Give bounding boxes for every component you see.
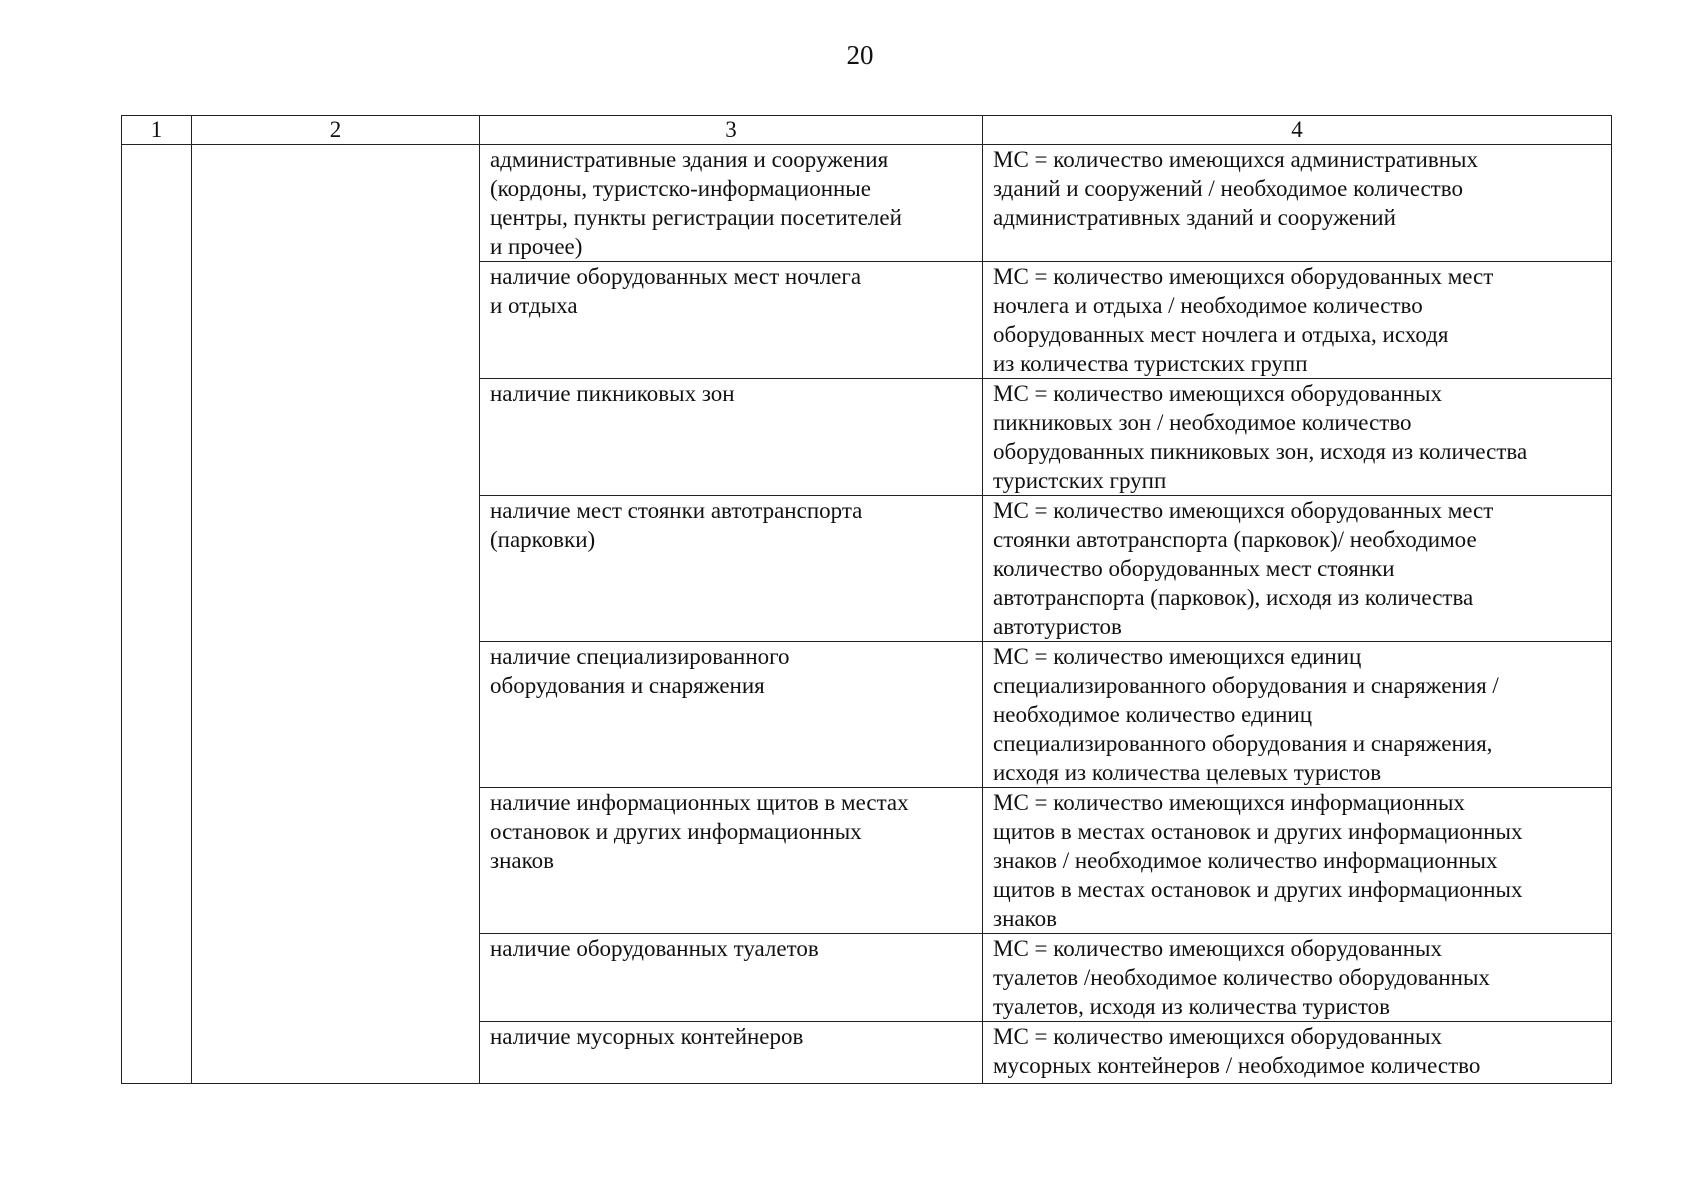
- column-header-1: 1: [122, 116, 192, 145]
- formula-cell: [983, 379, 1612, 496]
- criterion-cell: [480, 934, 983, 1022]
- column-2-merged-cell: [192, 145, 480, 1084]
- formula-text: МС = количество имеющихся оборудованных мусорных контейнеров / необходимое количество: [993, 1024, 1481, 1078]
- formula-text: МС = количество имеющихся оборудованных пикниковых зон / необходимое количество оборудованных пикниковых зон, исходя из количества туристских групп: [993, 381, 1528, 493]
- criterion-text: наличие оборудованных мест ночлега и отдыха: [490, 264, 862, 318]
- formula-cell: [983, 788, 1612, 934]
- criterion-text: наличие информационных щитов в местах остановок и других информационных знаков: [490, 790, 909, 873]
- formula-text: МС = количество имеющихся оборудованных мест ночлега и отдыха / необходимое количество оборудованных мест ночлега и отдыха, исходя из количества туристских групп: [993, 264, 1494, 376]
- formula-cell: [983, 642, 1612, 788]
- criterion-text: наличие специализированного оборудования и снаряжения: [490, 644, 790, 698]
- criteria-table: [121, 115, 1612, 1084]
- criterion-text: административные здания и сооружения (кордоны, туристско-информационные центры, пункты регистрации посетителей и прочее): [490, 147, 902, 259]
- table-row: [122, 145, 1612, 262]
- formula-text: МС = количество имеющихся оборудованных туалетов /необходимое количество оборудованных туалетов, исходя из количества туристов: [993, 936, 1490, 1019]
- formula-cell: [983, 145, 1612, 262]
- formula-cell: [983, 1022, 1612, 1084]
- column-header-2: 2: [192, 116, 480, 145]
- page-number: 20: [846, 40, 874, 70]
- criterion-text: наличие мест стоянки автотранспорта (парковки): [490, 498, 863, 552]
- column-header-3: 3: [480, 116, 983, 145]
- criterion-text: наличие пикниковых зон: [490, 381, 735, 406]
- criterion-cell: [480, 642, 983, 788]
- table-header-row: [122, 116, 1612, 145]
- criterion-cell: [480, 145, 983, 262]
- criterion-cell: [480, 1022, 983, 1084]
- formula-text: МС = количество имеющихся административных зданий и сооружений / необходимое количество административных зданий и сооружений: [993, 147, 1478, 230]
- formula-text: МС = количество имеющихся информационных щитов в местах остановок и других информационных знаков / необходимое количество информационных щитов в местах остановок и других информационных знаков: [993, 790, 1523, 931]
- criterion-cell: [480, 379, 983, 496]
- criterion-text: наличие оборудованных туалетов: [490, 936, 819, 961]
- criterion-cell: [480, 262, 983, 379]
- formula-text: МС = количество имеющихся оборудованных мест стоянки автотранспорта (парковок)/ необходимое количество оборудованных мест стоянки автотранспорта (парковок), исходя из количества автотуристов: [993, 498, 1494, 639]
- formula-cell: [983, 262, 1612, 379]
- formula-cell: [983, 934, 1612, 1022]
- column-header-4: 4: [983, 116, 1612, 145]
- criterion-text: наличие мусорных контейнеров: [490, 1024, 804, 1049]
- column-1-merged-cell: [122, 145, 192, 1084]
- criterion-cell: [480, 788, 983, 934]
- formula-text: МС = количество имеющихся единиц специализированного оборудования и снаряжения / необходимое количество единиц специализированного оборудования и снаряжения, исходя из количества целевых туристов: [993, 644, 1499, 785]
- formula-cell: [983, 496, 1612, 642]
- criterion-cell: [480, 496, 983, 642]
